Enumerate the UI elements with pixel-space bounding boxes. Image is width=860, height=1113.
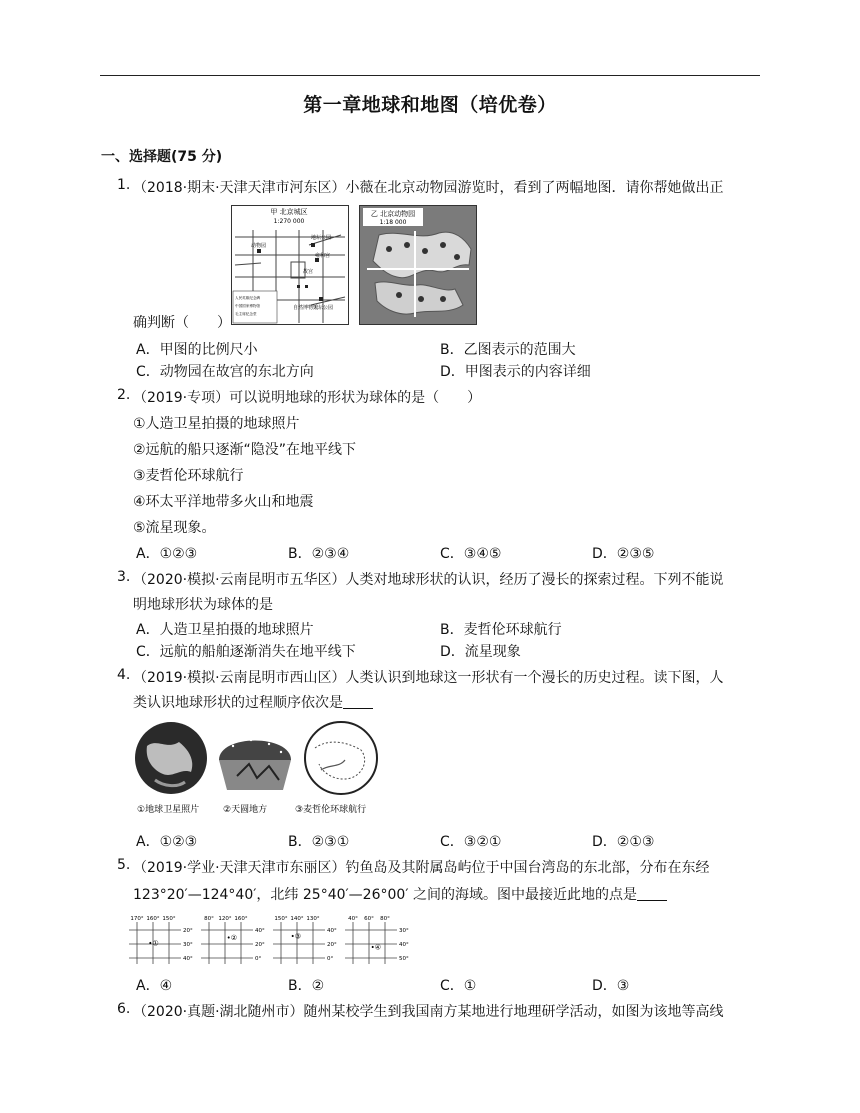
q5-grid-2 (201, 916, 265, 964)
q1-option-b[interactable]: B．乙图表示的范围大 (440, 342, 576, 358)
q1-option-c[interactable]: C．动物园在故宫的东北方向 (136, 364, 314, 380)
map-b-scale: 1:18 000 (379, 219, 407, 226)
q2-item-4: ④环太平洋地带多火山和地震 (133, 494, 314, 510)
longitude-label: 80° (204, 916, 214, 922)
q3-option-a[interactable]: A．人造卫星拍摄的地球照片 (136, 622, 314, 638)
map-a-title: 甲 北京城区 (270, 208, 308, 216)
q5-option-c[interactable]: C．① (440, 978, 477, 994)
q3-option-c[interactable]: C．远航的船舶逐渐消失在地平线下 (136, 644, 356, 660)
q6-number: 6. (117, 1001, 131, 1017)
point-marker: •④ (370, 943, 382, 952)
latitude-label: 40° (327, 928, 337, 934)
q1-map-beijing-city (231, 205, 349, 325)
point-marker: •③ (290, 932, 302, 941)
q5-option-b[interactable]: B．② (288, 978, 325, 994)
map-a-label-tiantan: 天坛公园 (313, 305, 334, 311)
map-a-label-ditan: 地坛公园 (311, 235, 332, 241)
latitude-label: 20° (327, 942, 337, 948)
q1-option-a[interactable]: A．甲图的比例尺小 (136, 342, 258, 358)
q5-stem-line1: （2019·学业·天津天津市东丽区）钓鱼岛及其附属岛屿位于中国台湾岛的东北部，分布在东经 (133, 860, 710, 876)
q3-stem-line1: （2020·模拟·云南昆明市五华区）人类对地球形状的认识，经历了漫长的探索过程。下列不能说 (133, 572, 724, 588)
q4-option-b[interactable]: B．②③① (288, 834, 350, 850)
map-a-label-gugong: 故宫 (303, 269, 314, 275)
latitude-label: 0° (327, 956, 334, 962)
q3-option-d[interactable]: D．流星现象 (440, 644, 521, 660)
q2-item-1: ①人造卫星拍摄的地球照片 (133, 416, 300, 432)
q5-number: 5. (117, 857, 131, 873)
map-a-label-yonghegong: 雍和宫 (315, 253, 331, 259)
longitude-label: 160° (234, 916, 248, 922)
q4-stem-line1: （2019·模拟·云南昆明市西山区）人类认识到地球这一形状有一个漫长的历史过程。读下图，人 (133, 670, 724, 686)
q3-number: 3. (117, 569, 131, 585)
longitude-label: 80° (380, 916, 390, 922)
header-rule (100, 75, 760, 76)
q6-stem-line1: （2020·真题·湖北随州市）随州某校学生到我国南方某地进行地理研学活动，如图为该地等高线 (133, 1004, 724, 1020)
longitude-label: 140° (290, 916, 304, 922)
q5-option-d[interactable]: D．③ (592, 978, 630, 994)
q5-option-a[interactable]: A．④ (136, 978, 173, 994)
map-a-label-museum: 自然博物馆 (293, 305, 319, 311)
q5-answer-blank[interactable] (637, 886, 667, 901)
q4-figure (133, 720, 385, 818)
longitude-label: 150° (162, 916, 176, 922)
q1-map-beijing-zoo (359, 205, 477, 325)
map-a-legend-1: 人民英雄纪念碑 (235, 296, 261, 300)
q5-grid-1 (129, 916, 193, 964)
q2-option-d[interactable]: D．②③⑤ (592, 546, 655, 562)
longitude-label: 60° (364, 916, 374, 922)
latitude-label: 40° (183, 956, 193, 962)
q1-stem-line2: 确判断（ ） (133, 315, 231, 331)
latitude-label: 50° (399, 956, 409, 962)
q4-option-c[interactable]: C．③②① (440, 834, 502, 850)
q4-caption-1: ①地球卫星照片 (137, 805, 200, 815)
q2-number: 2. (117, 387, 131, 403)
q3-option-b[interactable]: B．麦哲伦环球航行 (440, 622, 562, 638)
point-marker: •① (148, 939, 159, 948)
point-marker: •② (226, 933, 238, 942)
q1-option-d[interactable]: D．甲图表示的内容详细 (440, 364, 591, 380)
section-heading: 一、选择题(75 分) (101, 149, 223, 165)
latitude-label: 20° (183, 928, 193, 934)
map-a-legend-3: 毛主席纪念堂 (235, 312, 257, 316)
q2-item-5: ⑤流星现象。 (133, 520, 216, 536)
longitude-label: 170° (130, 916, 144, 922)
latitude-label: 40° (255, 928, 265, 934)
q1-stem-line1: （2018·期末·天津天津市河东区）小薇在北京动物园游览时，看到了两幅地图．请你帮她做出正 (133, 180, 724, 196)
longitude-label: 150° (274, 916, 288, 922)
q4-answer-blank[interactable] (343, 694, 373, 709)
q5-grid-3 (273, 916, 337, 964)
q3-stem-line2: 明地球形状为球体的是 (133, 597, 273, 613)
q2-stem: （2019·专项）可以说明地球的形状为球体的是（ ） (133, 390, 482, 406)
latitude-label: 30° (183, 942, 193, 948)
q2-item-2: ②远航的船只逐渐“隐没”在地平线下 (133, 442, 357, 458)
longitude-label: 160° (146, 916, 160, 922)
q1-number: 1. (117, 177, 131, 193)
latitude-label: 40° (399, 942, 409, 948)
latitude-label: 20° (255, 942, 265, 948)
q2-option-b[interactable]: B．②③④ (288, 546, 350, 562)
q5-grid-4 (345, 916, 409, 964)
q4-option-a[interactable]: A．①②③ (136, 834, 198, 850)
longitude-label: 120° (218, 916, 232, 922)
latitude-label: 0° (255, 956, 262, 962)
map-a-legend-2: 中国国家博物馆 (235, 304, 261, 308)
q4-stem-line2-text: 类认识地球形状的过程顺序依次是 (133, 695, 343, 711)
q5-stem-line2 (133, 884, 667, 904)
q5-grid-figure (127, 912, 417, 968)
longitude-label: 130° (306, 916, 320, 922)
q2-option-c[interactable]: C．③④⑤ (440, 546, 502, 562)
q2-option-a[interactable]: A．①②③ (136, 546, 198, 562)
q2-item-3: ③麦哲伦环球航行 (133, 468, 244, 484)
q5-stem-line2-text: 123°20′—124°40′，北纬 25°40′—26°00′ 之间的海域。图中最接近此地的点是 (133, 887, 637, 903)
map-a-scale: 1:270 000 (273, 218, 305, 225)
q4-stem-line2 (133, 692, 373, 712)
map-b-title: 乙 北京动物园 (370, 210, 416, 218)
longitude-label: 40° (348, 916, 358, 922)
q4-option-d[interactable]: D．②①③ (592, 834, 655, 850)
q4-number: 4. (117, 667, 131, 683)
page-title: 第一章地球和地图（培优卷） (303, 94, 557, 116)
q4-caption-2: ②天圆地方 (223, 805, 268, 815)
latitude-label: 30° (399, 928, 409, 934)
q4-caption-3: ③麦哲伦环球航行 (295, 805, 367, 815)
map-a-label-zoo: 动物园 (251, 243, 267, 249)
